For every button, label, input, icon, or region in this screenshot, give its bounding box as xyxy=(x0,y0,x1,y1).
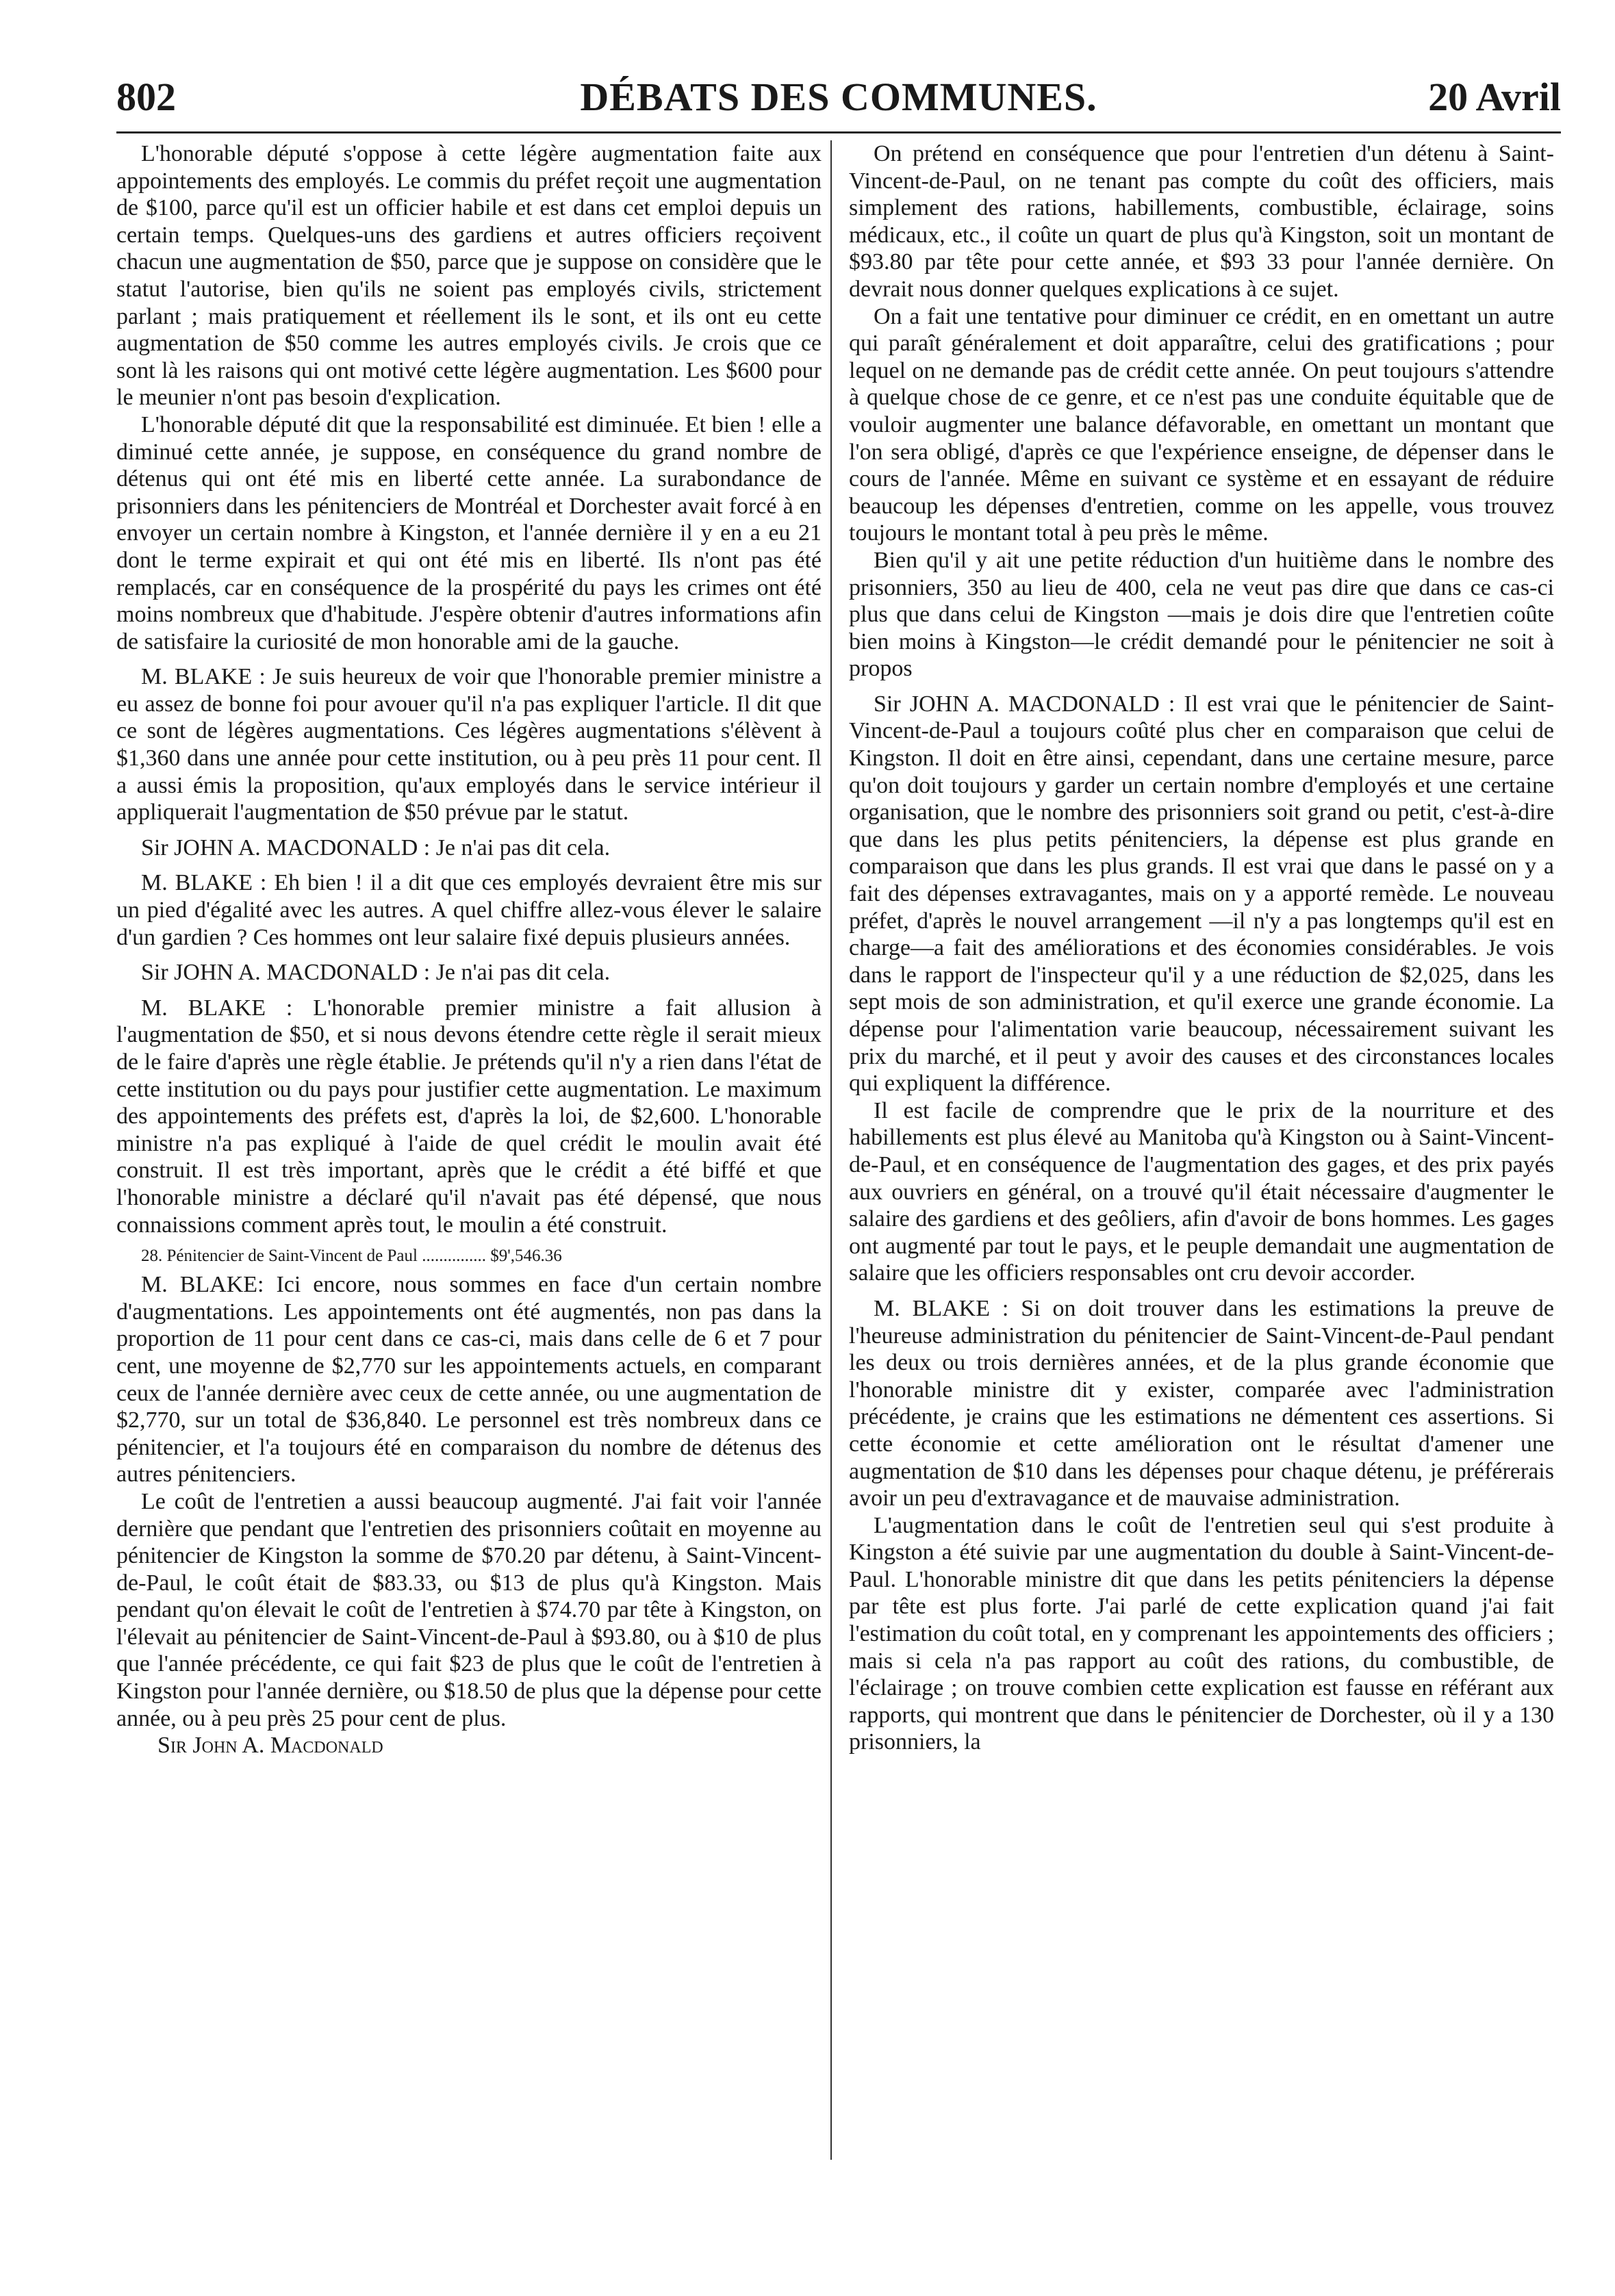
page-header xyxy=(116,74,1561,129)
text-paragraph: On prétend en conséquence que pour l'entretien d'un détenu à Saint-Vincent-de-Paul, on ne tenant pas compte du coût des officiers, mais simplement des rations, habillements, combustible, éclairage, soins médicaux, etc., il coûte un quart de plus qu'à Kingston, soit un montant de $93.80 par tête pour cette année, et $93 33 pour l'année dernière. On devrait nous donner quelques explications à ce sujet. xyxy=(849,141,1554,302)
text-paragraph: L'honorable député dit que la responsabilité est diminuée. Et bien ! elle a diminué cette année, je suppose, en conséquence du grand nombre de détenus qui ont été mis en liberté cette année. La surabondance de prisonniers dans les pénitenciers de Montréal et Dorchester avait forcé à en envoyer un certain nombre à Kingston, et l'année dernière il y en a eu 21 dont le terme expirait et qui ont été mis en liberté. Ils n'ont pas été remplacés, car en conséquence de la prospérité du pays les crimes ont été moins nombreux que d'habitude. J'espère obtenir d'autres informations afin de satisfaire la curiosité de mon honorable ami de la gauche. xyxy=(116,411,822,654)
speech-paragraph: Sir JOHN A. MACDONALD : Je n'ai pas dit cela. xyxy=(141,960,611,986)
text-paragraph: Il est facile de comprendre que le prix de la nourriture et des habillements est plus élevé au Manitoba qu'à Kingston ou à Saint-Vincent-de-Paul, et en conséquence de l'augmentation des gages, et des prix payés aux ouvriers en général, on a trouvé qu'il était nécessaire d'augmenter le salaire des gardiens et des geôliers, afin d'avoir de bons hommes. Les gages ont augmenté par tout le pays, et le peuple demandait une augmentation de salaire que les officiers responsables ont cru devoir accorder. xyxy=(849,1097,1554,1286)
header-rule xyxy=(116,131,1561,133)
speech-paragraph: M. BLAKE : Eh bien ! il a dit que ces employés devraient être mis sur un pied d'égalité avec les autres. A quel chiffre allez-vous élever le salaire d'un gardien ? Ces hommes ont leur salaire fixé depuis plusieurs années. xyxy=(116,870,822,950)
page-title: DÉBATS DES COMMUNES. xyxy=(580,75,1097,119)
speech-paragraph: Sir JOHN A. MACDONALD : Il est vrai que le pénitencier de Saint-Vincent-de-Paul a toujours coûté plus cher en comparaison que celui de Kingston. Il doit en être ainsi, cependant, dans une certaine mesure, parce qu'on doit toujours y garder un certain nombre d'employés et une certaine organisation, que le nombre des prisonniers soit grand ou petit, c'est-à-dire que dans les plus petits pénitenciers, la dépense est plus grande en comparaison que dans les plus grands. Il est vrai que dans le passé on y a fait des dépenses extravagantes, mais on y a apporté remède. Le nouveau préfet, d'après le nouvel arrangement —il n'y a pas longtemps qu'il est en charge—a fait des améliorations et des économies considérables. Je vois dans le rapport de l'inspecteur qu'il y a une réduction de $2,025, dans les sept mois de son administration, et qu'il exerce une grande économie. La dépense pour l'alimentation varie beaucoup, nécessairement suivant les prix du marché, et il peut y avoir des causes et des circonstances locales qui expliquent la différence. xyxy=(849,691,1554,1097)
estimate-item: 28. Pénitencier de Saint-Vincent de Paul ............... $9',546.36 xyxy=(141,1247,562,1266)
text-paragraph: L'augmentation dans le coût de l'entretien seul qui s'est produite à Kingston a été suivie par une augmentation du double à Saint-Vincent-de-Paul. L'honorable ministre dit que dans les petits pénitenciers la dépense par tête est plus forte. J'ai parlé de cette explication quand j'ai fait l'estimation du coût total, en y comprenant les appointements des officiers ; mais si cela n'a pas rapport au coût des rations, du combustible, de l'éclairage ; on trouve combien cette explication est fausse en référant aux rapports, qui montrent que dans le pénitencier de Dorchester, où il y a 130 prisonniers, la xyxy=(849,1512,1554,1755)
text-paragraph: L'honorable député s'oppose à cette légère augmentation faite aux appointements des employés. Le commis du préfet reçoit une augmentation de $100, parce qu'il est un officier habile et est dans cet emploi depuis un certain temps. Quelques-uns des gardiens et autres officiers reçoivent chacun une augmentation de $50, parce que je suppose on considère que le statut l'autorise, bien qu'ils ne soient pas employés civils, strictement parlant ; mais pratiquement et réellement ils le sont, et ils ont eu cette augmentation de $50 comme les autres employés civils. Je crois que ce sont là les raisons qui ont motivé cette légère augmentation. Les $600 pour le meunier n'ont pas besoin d'explication. xyxy=(116,141,822,411)
speech-paragraph: M. BLAKE : L'honorable premier ministre a fait allusion à l'augmentation de $50, et si nous devons étendre cette règle il serait mieux de le faire d'après une règle établie. Je prétends qu'il n'y a rien dans l'état de cette institution ou du pays pour justifier cette augmentation. Le maximum des appointements des préfets est, d'après la loi, de $2,600. L'honorable ministre n'a pas expliqué à l'aide de quel crédit le moulin avait été construit. Il est très important, après que le crédit a été biffé et que l'honorable ministre a déclaré qu'il n'avait pas été dépensé, que nous connaissions comment après tout, le moulin a été construit. xyxy=(116,995,822,1238)
right-column xyxy=(849,140,1554,1756)
text-paragraph: Bien qu'il y ait une petite réduction d'un huitième dans le nombre des prisonniers, 350 au lieu de 400, cela ne veut pas dire que dans ce cas-ci plus que dans celui de Kingston —mais je dois dire que l'entretien coûte bien moins à Kingston—le crédit demandé pour le pénitencier ne soit à propos xyxy=(849,547,1554,682)
column-divider xyxy=(830,140,832,2160)
text-paragraph: M. BLAKE: Ici encore, nous sommes en face d'un certain nombre d'augmentations. Les appointements ont été augmentés, non pas dans la proportion de 11 pour cent dans ce cas-ci, mais dans celle de 6 et 7 pour cent, une moyenne de $2,770 sur les appointements actuels, en comparant ceux de l'année dernière avec ceux de cette année, ou une augmentation de $2,770, sur un total de $36,840. Le personnel est très nombreux dans ce pénitencier, et l'a toujours été en comparaison du nombre de détenus des autres pénitenciers. xyxy=(116,1272,822,1488)
speech-paragraph: M. BLAKE : Je suis heureux de voir que l'honorable premier ministre a eu assez de bonne foi pour avouer qu'il n'a pas expliquer l'article. Il dit que ce sont de légères augmentations. Ces légères augmentations s'élèvent à $1,360 dans une année pour cette institution, ou à peu près 11 pour cent. Il a aussi émis la proposition, qu'aux employés dans le service intérieur il appliquerait l'augmentation de $50 prévue par le statut. xyxy=(116,664,822,826)
page-date: 20 Avril xyxy=(1428,75,1561,119)
left-column xyxy=(116,140,822,1759)
speech-paragraph: Sir JOHN A. MACDONALD : Je n'ai pas dit cela. xyxy=(141,834,611,860)
text-paragraph: On a fait une tentative pour diminuer ce crédit, en en omettant un autre qui paraît généralement et doit apparaître, celui des gratifications ; pour lequel on ne demande pas de crédit cette année. On peut toujours s'attendre à quelque chose de ce genre, et ce n'est pas une conduite équitable que de vouloir augmenter une balance défavorable, en omettant un montant que l'on sera obligé, d'après ce que l'expérience enseigne, de dépenser dans le cours de l'année. Même en suivant ce système et en essayant de réduire beaucoup les dépenses d'entretien, comme on les appelle, vous trouvez toujours le montant total à peu près le même. xyxy=(849,303,1554,546)
text-paragraph: Le coût de l'entretien a aussi beaucoup augmenté. J'ai fait voir l'année dernière que pendant que l'entretien des prisonniers coûtait en moyenne au pénitencier de Kingston la somme de $70.20 par détenu, à Saint-Vincent-de-Paul, le coût était de $83.33, ou $13 de plus qu'à Kingston. Mais pendant qu'on élevait le coût de l'entretien à $74.70 par tête à Kingston, on l'élevait au pénitencier de Saint-Vincent-de-Paul à $93.80, ou à $10 de plus que l'année précédente, ce qui fait $23 de plus que le coût de l'entretien à Kingston pour l'année dernière, ou $18.50 de plus que la dépense pour cette année, ou à peu près 25 pour cent de plus. xyxy=(116,1488,822,1731)
speaker-stub: Sir John A. Macdonald xyxy=(157,1733,383,1759)
page-number: 802 xyxy=(116,75,176,119)
speech-paragraph: M. BLAKE : Si on doit trouver dans les estimations la preuve de l'heureuse administration du pénitencier de Saint-Vincent-de-Paul pendant les deux ou trois dernières années, et de la plus grande économie que l'honorable ministre dit y exister, comparée avec l'administration précédente, je crains que les estimations ne démentent ces assertions. Si cette économie et cette amélioration ont le résultat d'amener une augmentation de $10 dans les dépenses pour chaque détenu, je préférerais avoir un peu d'extravagance et de mauvaise administration. xyxy=(849,1295,1554,1511)
